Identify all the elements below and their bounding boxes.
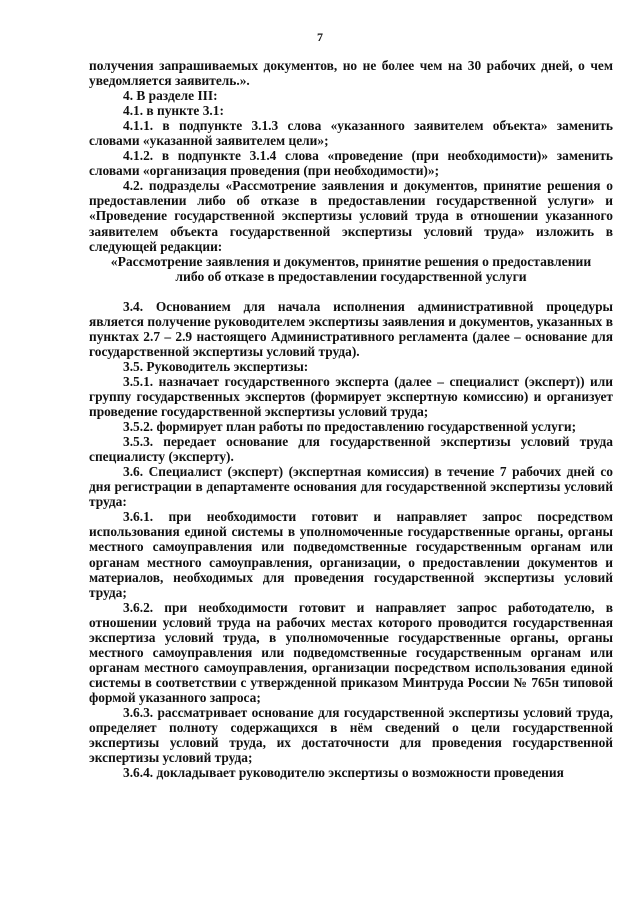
paragraph: 3.5.2. формирует план работы по предоставлению государственной услуги; xyxy=(123,419,577,435)
page-number: 7 xyxy=(317,30,323,44)
document-body xyxy=(89,58,613,780)
spacer xyxy=(89,284,613,299)
paragraph: 3.6. Специалист (эксперт) (экспертная комиссия) в течение 7 рабочих дней со дня регистрации в департаменте основания для государственной экспертизы условий труда: xyxy=(89,464,613,510)
paragraph: 4.2. подразделы «Рассмотрение заявления и документов, принятие решения о предоставлении либо об отказе в предоставлении государственной услуги» и «Проведение государственной экспертизы условий труда в отношении указанного заявителем объекта государственной экспертизы условий труда» изложить в следующей редакции: xyxy=(89,178,613,254)
paragraph: получения запрашиваемых документов, но не более чем на 30 рабочих дней, о чем уведомляется заявитель.». xyxy=(89,58,613,89)
paragraph: 3.6.3. рассматривает основание для государственной экспертизы условий труда, определяет полноту содержащихся в нём сведений о цели государственной экспертизы условий труда, их достаточности для проведения государственной экспертизы условий труда; xyxy=(89,704,613,766)
paragraph: 3.4. Основанием для начала исполнения административной процедуры является получение руководителем экспертизы заявления и документов, указанных в пунктах 2.7 – 2.9 настоящего Административного регламента (далее – основание для государственной экспертизы условий труда). xyxy=(89,298,613,359)
paragraph: 4. В разделе III: xyxy=(123,88,218,104)
paragraph: 4.1.1. в подпункте 3.1.3 слова «указанного заявителем объекта» заменить словами «указанной заявителем цели»; xyxy=(89,118,613,149)
paragraph: 3.5. Руководитель экспертизы: xyxy=(123,358,309,374)
section-heading: «Рассмотрение заявления и документов, принятие решения о предоставлении либо об отказе в предоставлении государственной услуги xyxy=(110,253,592,284)
paragraph: 3.6.1. при необходимости готовит и направляет запрос посредством использования единой системы в уполномоченные государственные органы, органы местного самоуправления или подведомственные государственным органам или органам местного самоуправления, организации, о предоставлении документов и материалов, необходимых для проведения государственной экспертизы условий труда; xyxy=(89,509,613,600)
paragraph: 3.6.2. при необходимости готовит и направляет запрос работодателю, в отношении условий труда на рабочих местах которого проводится государственная экспертиза условий труда, в уполномоченные государственные органы, органы местного самоуправления или подведомственные государственным органам или органам местного самоуправления, организации посредством использования единой системы в соответствии с утвержденной приказом Минтруда России № 765н типовой формой указанного запроса; xyxy=(89,599,613,705)
paragraph: 3.5.3. передает основание для государственной экспертизы условий труда специалисту (эксперту). xyxy=(89,434,613,465)
paragraph: 3.6.4. докладывает руководителю экспертизы о возможности проведения xyxy=(123,765,564,781)
paragraph: 3.5.1. назначает государственного эксперта (далее – специалист (эксперт)) или группу государственных экспертов (формирует экспертную комиссию) и организует проведение государственной экспертизы условий труда; xyxy=(89,373,613,420)
paragraph: 4.1.2. в подпункте 3.1.4 слова «проведение (при необходимости)» заменить словами «организация проведения (при необходимости)»; xyxy=(89,148,613,179)
paragraph: 4.1. в пункте 3.1: xyxy=(123,103,224,119)
